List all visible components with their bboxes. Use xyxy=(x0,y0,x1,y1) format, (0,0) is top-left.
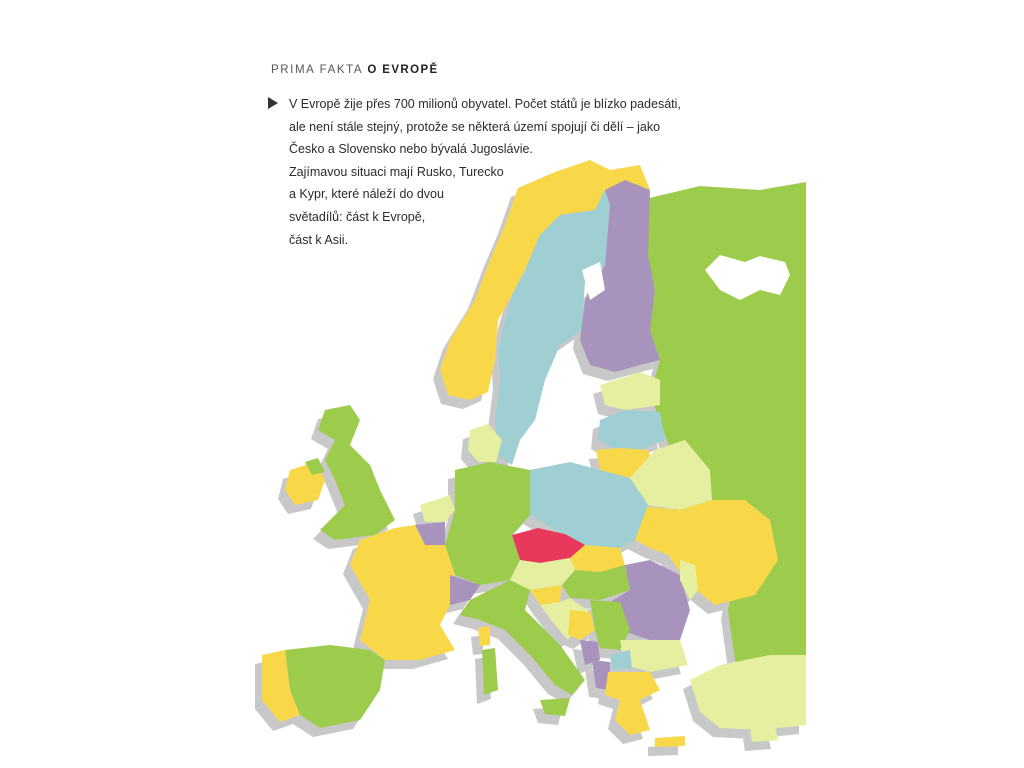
paragraph-line: Česko a Slovensko nebo bývalá Jugoslávie. xyxy=(289,142,533,157)
heading-prefix: PRIMA FAKTA xyxy=(271,64,363,76)
france-shape xyxy=(350,525,455,660)
great-britain-shape xyxy=(318,405,395,540)
heading-emphasis: O EVROPĚ xyxy=(367,64,439,76)
paragraph-line: ale není stále stejný, protože se některá území spojují či dělí – jako xyxy=(289,119,661,134)
latvia-shape xyxy=(598,410,665,450)
paragraph-line: část k Asii. xyxy=(289,232,349,247)
paragraph-line: a Kypr, které náleží do dvou xyxy=(289,187,444,202)
corsica-shape xyxy=(478,626,490,646)
spain-shape xyxy=(285,645,385,728)
greece-shape xyxy=(605,672,660,735)
estonia-shape xyxy=(600,372,660,410)
netherlands-shape xyxy=(420,495,455,522)
sardinia-shape xyxy=(482,648,498,695)
sicily-shape xyxy=(540,698,570,716)
paragraph-line: světadílů: část k Evropě, xyxy=(289,209,426,224)
paragraph-line: Zajímavou situaci mají Rusko, Turecko xyxy=(289,164,504,179)
bosnia-shape xyxy=(568,610,595,640)
paragraph-line: V Evropě žije přes 700 milionů obyvatel. Počet států je blízko padesáti, xyxy=(289,97,681,111)
turkey-shape xyxy=(690,655,806,730)
crete-shape xyxy=(655,736,685,747)
macedonia-shape xyxy=(610,650,632,670)
